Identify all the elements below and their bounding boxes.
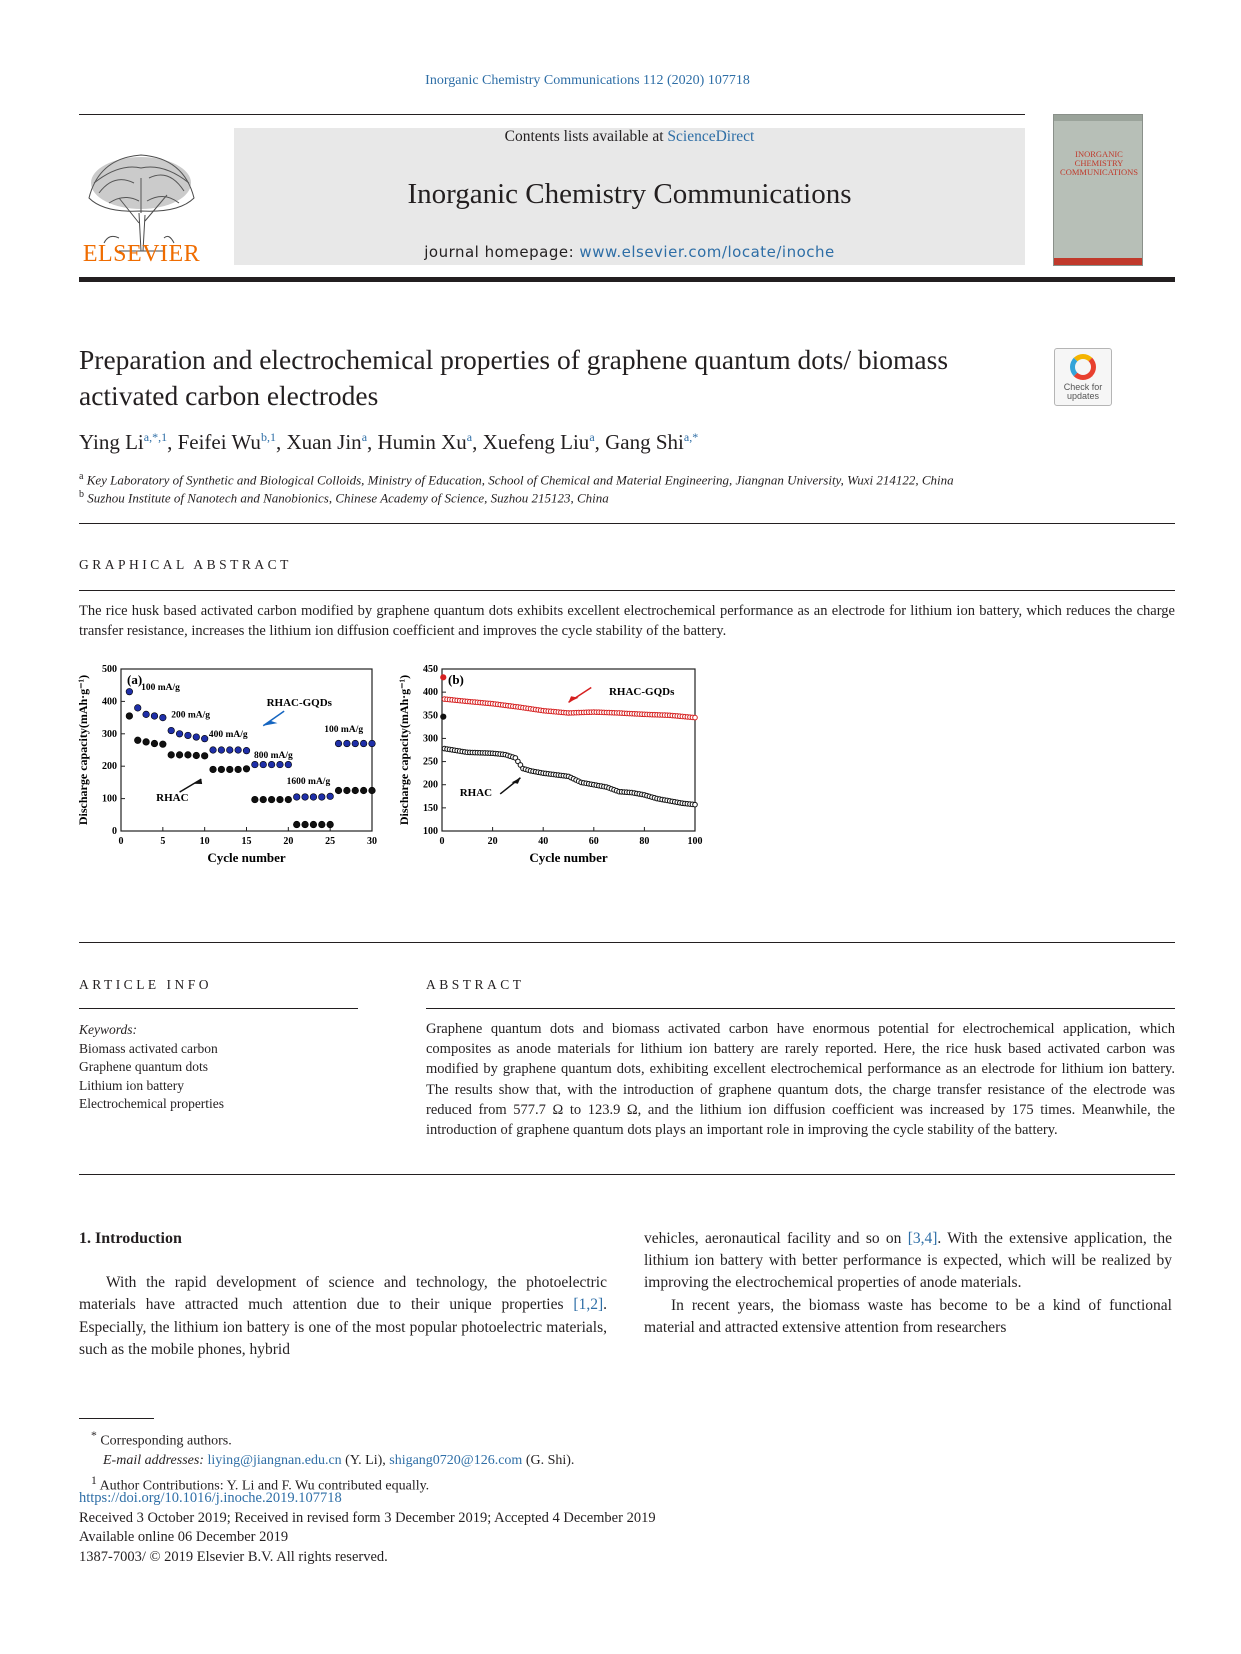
x-tick-label: 30	[367, 836, 377, 847]
data-point	[352, 787, 359, 794]
homepage-prefix: journal homepage:	[424, 243, 580, 261]
x-tick-label: 20	[487, 836, 498, 847]
data-point	[193, 752, 200, 759]
data-point	[185, 732, 192, 739]
keyword[interactable]: Graphene quantum dots	[79, 1059, 208, 1074]
data-point	[693, 802, 698, 807]
rate-annotation: 100 mA/g	[324, 725, 364, 736]
data-point	[126, 688, 133, 695]
author-name[interactable]: Gang Shi	[605, 430, 684, 454]
y-axis-label: Discharge capacity(mAh·g⁻¹)	[76, 674, 90, 826]
series-label: RHAC-GQDs	[608, 686, 675, 698]
x-tick-label: 40	[538, 836, 549, 847]
data-point	[151, 713, 158, 720]
keywords-block	[79, 1021, 224, 1114]
author-name[interactable]: Humin Xu	[377, 430, 467, 454]
abstract-text: Graphene quantum dots and biomass activated carbon have enormous potential for electrochemical application, which composites as anode materials for lithium ion battery are rarely reported. Here, the rice husk based activated carbon was modified by graphene quantum dots, exhibiting excellent electrochemical performance as an electrode for lithium ion battery. The results show that, with the introduction of graphene quantum dots, the charge transfer resistance of the electrode was reduced from 577.7 Ω to 123.9 Ω, and the lithium ion diffusion coefficient was increased by 175 times. Meanwhile, the introduction of graphene quantum dots plays an important role in improving the cycle stability of the battery.	[426, 1021, 1175, 1139]
paragraph-text: . Especially, the lithium ion battery is one of the most popular photoelectric materials, such as the mobile phones, hybrid	[79, 1296, 607, 1358]
x-tick-label: 25	[325, 836, 336, 847]
data-point	[243, 765, 250, 772]
data-point	[310, 821, 317, 828]
author-affiliation-mark[interactable]: a,*,1	[143, 430, 168, 444]
citation-link[interactable]: [3,4]	[907, 1230, 938, 1247]
y-tick-label: 150	[423, 802, 438, 814]
chart-panel-a	[76, 664, 377, 865]
data-point	[310, 794, 317, 801]
data-point	[285, 796, 292, 803]
email-link[interactable]: liying@jiangnan.edu.cn	[207, 1453, 342, 1469]
x-tick-label: 0	[439, 836, 445, 847]
data-point	[327, 793, 334, 800]
data-point	[252, 761, 259, 768]
x-tick-label: 100	[687, 836, 703, 847]
y-axis-label: Discharge capacity(mAh·g⁻¹)	[397, 674, 411, 826]
data-point	[210, 766, 217, 773]
data-point	[210, 747, 217, 754]
divider	[79, 590, 1175, 591]
data-point	[226, 747, 233, 754]
journal-reference[interactable]: Inorganic Chemistry Communications 112 (2020) 107718	[425, 73, 750, 88]
author-name[interactable]: Ying Li	[79, 430, 144, 454]
y-tick-label: 400	[102, 696, 117, 708]
data-point	[134, 737, 141, 744]
series-label: RHAC	[459, 787, 493, 799]
elsevier-wordmark: ELSEVIER	[82, 241, 201, 267]
series-label: RHAC	[156, 792, 189, 804]
data-point	[243, 747, 250, 754]
data-point	[134, 705, 141, 712]
affiliation-b	[79, 489, 609, 506]
cover-title: INORGANIC CHEMISTRY COMMUNICATIONS	[1060, 149, 1138, 177]
data-point	[293, 794, 300, 801]
data-point	[268, 796, 275, 803]
x-tick-label: 5	[160, 836, 166, 847]
cover-bottom-band	[1054, 258, 1142, 265]
data-point	[335, 787, 342, 794]
data-point	[268, 761, 275, 768]
masthead-rule	[79, 277, 1175, 282]
contents-prefix: Contents lists available at	[504, 128, 668, 145]
data-point	[344, 787, 351, 794]
x-tick-label: 10	[199, 836, 210, 847]
data-point	[260, 761, 267, 768]
data-point	[335, 740, 342, 747]
affiliation-text: Suzhou Institute of Nanotech and Nanobionics, Chinese Academy of Science, Suzhou 215123, China	[87, 490, 609, 506]
y-tick-label: 300	[102, 728, 117, 740]
data-point	[441, 675, 446, 680]
section-title: 1. Introduction	[79, 1230, 182, 1247]
y-tick-label: 450	[423, 664, 438, 675]
data-point	[360, 740, 367, 747]
keyword[interactable]: Lithium ion battery	[79, 1077, 184, 1093]
y-tick-label: 300	[423, 733, 438, 745]
y-tick-label: 500	[102, 664, 117, 675]
crossmark-icon	[1070, 354, 1096, 380]
affiliation-a	[79, 471, 954, 488]
y-tick-label: 100	[102, 793, 117, 805]
online-date: Available online 06 December 2019	[79, 1529, 289, 1545]
data-point	[176, 752, 183, 759]
footnote-emails	[79, 1451, 574, 1471]
email-owner: (Y. Li),	[341, 1453, 390, 1469]
homepage-line	[234, 243, 1025, 261]
author-affiliation-mark[interactable]: a	[589, 430, 595, 444]
data-point	[360, 787, 367, 794]
divider	[79, 1008, 358, 1009]
author-name[interactable]: Xuefeng Liu	[482, 430, 590, 454]
footnote-rule	[79, 1418, 154, 1419]
keyword[interactable]: Biomass activated carbon	[79, 1040, 218, 1056]
data-point	[369, 740, 376, 747]
data-point	[260, 796, 267, 803]
data-point	[218, 747, 225, 754]
article-title: Preparation and electrochemical properties of graphene quantum dots/ biomass activated carbon electrodes	[79, 344, 949, 411]
data-point	[441, 714, 446, 719]
data-point	[185, 752, 192, 759]
graphical-abstract-figure[interactable]	[76, 663, 759, 933]
journal-cover-image[interactable]	[1053, 114, 1143, 266]
series-label: RHAC-GQDs	[266, 697, 332, 709]
data-point	[285, 761, 292, 768]
author-affiliation-mark[interactable]: a	[466, 430, 473, 444]
divider	[79, 942, 1175, 943]
header-rule	[79, 114, 1025, 115]
panel-label: (a)	[127, 672, 143, 687]
data-point	[327, 821, 334, 828]
data-point	[201, 735, 208, 742]
rate-annotation: 400 mA/g	[208, 730, 248, 741]
paragraph-text: . With the extensive application, the lithium ion battery with better performance is expected, which will be realized by improving the electrochemical properties of anode materials.	[644, 1230, 1172, 1292]
data-point	[302, 794, 309, 801]
data-point	[218, 766, 225, 773]
data-point	[235, 766, 242, 773]
footnote-corresponding: * Corresponding authors.	[91, 1429, 232, 1449]
data-point	[319, 821, 326, 828]
author-name[interactable]: Xuan Jin	[286, 430, 362, 454]
paragraph-text: vehicles, aeronautical facility and so on	[644, 1230, 908, 1247]
homepage-link[interactable]: www.elsevier.com/locate/inoche	[579, 243, 835, 261]
data-point	[176, 731, 183, 738]
data-point	[193, 734, 200, 741]
data-point	[160, 741, 167, 748]
author-affiliation-mark[interactable]: a	[361, 430, 368, 444]
data-point	[277, 761, 284, 768]
x-tick-label: 60	[588, 836, 599, 847]
data-point	[168, 752, 175, 759]
check-for-updates-label: Check for updates	[1063, 382, 1103, 401]
journal-masthead	[234, 128, 1025, 265]
doi-link[interactable]: https://doi.org/10.1016/j.inoche.2019.107718	[79, 1490, 342, 1506]
y-tick-label: 200	[423, 779, 438, 791]
data-point	[344, 740, 351, 747]
y-tick-label: 350	[423, 710, 438, 722]
rate-annotation: 1600 mA/g	[286, 777, 331, 788]
abstract-heading: ABSTRACT	[426, 977, 525, 992]
divider	[79, 523, 1175, 524]
x-axis-label: Cycle number	[529, 850, 608, 865]
data-point	[235, 747, 242, 754]
panel-label: (b)	[448, 672, 464, 687]
contents-line	[234, 128, 1025, 146]
data-point	[226, 766, 233, 773]
journal-name: Inorganic Chemistry Communications	[407, 178, 852, 210]
affiliation-mark: a	[79, 471, 84, 482]
sciencedirect-link[interactable]: ScienceDirect	[667, 128, 755, 145]
copyright: 1387-7003/ © 2019 Elsevier B.V. All rights reserved.	[79, 1548, 388, 1565]
data-point	[352, 740, 359, 747]
cover-top-band	[1054, 115, 1142, 121]
data-point	[277, 796, 284, 803]
article-info-heading: ARTICLE INFO	[79, 977, 213, 992]
x-tick-label: 20	[283, 836, 294, 847]
x-tick-label: 80	[639, 836, 650, 847]
data-point	[293, 821, 300, 828]
data-point	[143, 739, 150, 746]
y-tick-label: 0	[112, 826, 117, 837]
data-point	[693, 715, 698, 720]
rate-annotation: 100 mA/g	[141, 683, 180, 694]
rate-annotation: 800 mA/g	[254, 751, 293, 762]
paragraph-text: With the rapid development of science and technology, the photoelectric materials have attracted much attention due to their unique properties	[79, 1274, 607, 1314]
author-name[interactable]: Feifei Wu	[177, 430, 261, 454]
x-tick-label: 15	[241, 836, 252, 847]
divider	[426, 1008, 1175, 1009]
chart-panel-b	[397, 664, 703, 865]
footnote-text: Corresponding authors.	[100, 1433, 232, 1449]
footnote-text: Author Contributions: Y. Li and F. Wu contributed equally.	[99, 1478, 430, 1494]
data-point	[151, 740, 158, 747]
data-point	[160, 714, 167, 721]
data-point	[369, 787, 376, 794]
rate-annotation: 200 mA/g	[171, 710, 210, 721]
email-link[interactable]: shigang0720@126.com	[389, 1453, 523, 1469]
data-point	[252, 796, 259, 803]
body-column-left	[79, 1228, 607, 1361]
paragraph	[79, 1272, 607, 1361]
y-tick-label: 200	[102, 761, 117, 773]
y-tick-label: 400	[423, 687, 438, 699]
data-point	[201, 753, 208, 760]
footnotes	[79, 1418, 574, 1496]
data-point	[168, 727, 175, 734]
affiliation-text: Key Laboratory of Synthetic and Biological Colloids, Ministry of Education, School of Chemical and Material Engineering, Jiangnan University, Wuxi 214122, China	[86, 472, 954, 488]
x-tick-label: 0	[118, 836, 124, 847]
y-tick-label: 100	[423, 826, 438, 837]
author-list: Ying $Li^{a,*,1}$, Feifei Wu$^{b,1}$, Xuan Jin$^a$, Humin Xu$^a$, Xuefeng Liu$^a$, Gang Shi$^{a,*}$	[79, 430, 699, 454]
author-affiliation-mark[interactable]: b,1	[260, 430, 276, 444]
received-dates: Received 3 October 2019; Received in revised form 3 December 2019; Accepted 4 December 2019	[79, 1509, 656, 1526]
divider	[79, 1174, 1175, 1175]
graphical-abstract-text: The rice husk based activated carbon modified by graphene quantum dots exhibits excellent electrochemical performance as an electrode for lithium ion battery, which reduces the charge transfer resistance, increases the lithium ion diffusion coefficient and improves the cycle stability of the battery.	[79, 603, 1175, 639]
footnote-contrib: $^1$ Author Contributions: Y. Li and F. Wu contributed equally.	[91, 1473, 430, 1494]
citation-link[interactable]: [1,2]	[573, 1296, 604, 1314]
y-tick-label: 250	[423, 756, 438, 768]
author-affiliation-mark[interactable]: a,*	[683, 430, 699, 444]
data-point	[143, 711, 150, 718]
keyword[interactable]: Electrochemical properties	[79, 1096, 225, 1111]
data-point	[126, 713, 133, 720]
keywords-label: Keywords:	[79, 1022, 137, 1037]
x-axis-label: Cycle number	[207, 850, 286, 865]
paragraph	[644, 1228, 1172, 1295]
data-point	[302, 821, 309, 828]
email-owner: (G. Shi).	[522, 1453, 575, 1469]
publication-info	[79, 1489, 656, 1567]
check-for-updates-button[interactable]	[1054, 348, 1112, 406]
paragraph: In recent years, the biomass waste has become to be a kind of functional material and attracted extensive attention from researchers	[644, 1296, 1172, 1336]
body-column-right	[644, 1228, 1172, 1339]
graphical-abstract-heading: GRAPHICAL ABSTRACT	[79, 557, 292, 572]
affiliation-mark: b	[79, 489, 84, 500]
data-point	[319, 794, 326, 801]
email-label: E-mail addresses:	[103, 1453, 204, 1469]
